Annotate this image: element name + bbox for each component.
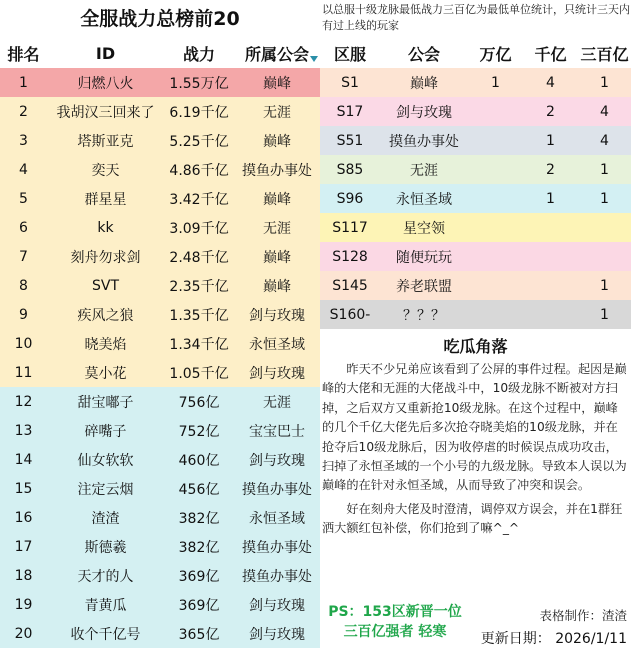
guild-cell: 宝宝巴士 <box>249 423 305 440</box>
stats-row <box>320 184 631 213</box>
power-cell: 460亿 <box>178 452 220 469</box>
ranking-row <box>0 619 320 648</box>
qian-cell: 2 <box>546 161 555 178</box>
power-cell: 369亿 <box>178 568 220 585</box>
guild-cell: 永恒圣域 <box>249 336 305 353</box>
sanbai-cell: 1 <box>600 306 609 323</box>
stats-row <box>320 97 631 126</box>
server-cell: S51 <box>336 132 364 149</box>
power-cell: 1.05千亿 <box>169 365 229 382</box>
id-cell: 晓美焰 <box>84 336 127 353</box>
guild-name-cell: 随便玩玩 <box>396 249 452 266</box>
rank-cell: 8 <box>19 277 28 294</box>
wan-cell: 1 <box>491 74 500 91</box>
qian-cell: 1 <box>546 190 555 207</box>
power-cell: 3.42千亿 <box>169 191 229 208</box>
guild-cell: 剑与玫瑰 <box>249 307 305 324</box>
guild-cell: 剑与玫瑰 <box>249 365 305 382</box>
guild-cell: 剑与玫瑰 <box>249 452 305 469</box>
header-server: 区服 <box>333 44 366 64</box>
guild-cell: 巅峰 <box>263 133 291 150</box>
server-cell: S85 <box>336 161 364 178</box>
guild-name-cell: 星空领 <box>403 220 445 237</box>
wan-cell <box>468 97 523 126</box>
power-cell: 2.48千亿 <box>169 249 229 266</box>
ranking-row <box>0 184 320 213</box>
power-cell: 1.55万亿 <box>169 75 229 92</box>
power-cell: 756亿 <box>178 394 220 411</box>
guild-cell: 剑与玫瑰 <box>249 597 305 614</box>
stats-rows <box>320 68 631 329</box>
ps-line-1: PS：153区新晋一位 <box>328 604 462 620</box>
sanbai-cell <box>578 242 631 271</box>
guild-cell: 无涯 <box>263 104 291 121</box>
gossip-text <box>322 360 628 539</box>
header-sanbai: 三百亿 <box>580 44 629 64</box>
guild-name-cell: 养老联盟 <box>396 278 452 295</box>
server-cell: S117 <box>332 219 368 236</box>
id-cell: 青黄瓜 <box>84 597 127 614</box>
ranking-row <box>0 329 320 358</box>
qian-cell: 4 <box>546 74 555 91</box>
id-cell: 奕天 <box>91 162 120 179</box>
id-cell: 归燃八火 <box>77 75 134 92</box>
ranking-rows <box>0 68 320 648</box>
guild-name-cell: 永恒圣域 <box>396 191 452 208</box>
filter-dropdown-icon[interactable] <box>310 56 318 62</box>
guild-cell: 永恒圣域 <box>249 510 305 527</box>
id-cell: 我胡汉三回来了 <box>56 104 155 121</box>
guild-name-cell: 摸鱼办事处 <box>389 133 459 150</box>
guild-name-cell: 剑与玫瑰 <box>396 104 452 121</box>
ranking-row <box>0 387 320 416</box>
server-cell: S96 <box>336 190 364 207</box>
rank-cell: 19 <box>14 596 33 613</box>
qian-cell <box>523 213 578 242</box>
ranking-row <box>0 561 320 590</box>
ranking-row <box>0 68 320 97</box>
ps-note <box>320 602 470 642</box>
guild-cell: 剑与玫瑰 <box>249 626 305 643</box>
guild-cell: 无涯 <box>263 394 291 411</box>
ranking-row <box>0 358 320 387</box>
power-cell: 1.35千亿 <box>169 307 229 324</box>
rank-cell: 14 <box>14 451 33 468</box>
stats-header <box>320 38 631 68</box>
wan-cell <box>468 126 523 155</box>
stats-row <box>320 300 631 329</box>
rank-cell: 9 <box>19 306 28 323</box>
ranking-row <box>0 445 320 474</box>
ranking-row <box>0 126 320 155</box>
guild-cell: 摸鱼办事处 <box>242 162 312 179</box>
rank-cell: 13 <box>14 422 33 439</box>
wan-cell <box>468 242 523 271</box>
id-cell: 天才的人 <box>77 568 134 585</box>
id-cell: 碎嘴子 <box>84 423 127 440</box>
qian-cell <box>523 271 578 300</box>
id-cell: 刻舟勿求剑 <box>70 249 141 266</box>
id-cell: 疾风之狼 <box>77 307 134 324</box>
rank-cell: 6 <box>19 219 28 236</box>
qian-cell <box>523 300 578 329</box>
power-cell: 5.25千亿 <box>169 133 229 150</box>
sanbai-cell: 1 <box>600 161 609 178</box>
rank-cell: 20 <box>14 625 33 642</box>
rank-cell: 18 <box>14 567 33 584</box>
guild-name-cell: ？？？ <box>403 307 445 324</box>
update-date: 更新日期： 2026/1/11 <box>480 631 627 647</box>
wan-cell <box>468 271 523 300</box>
header-guild[interactable] <box>234 38 320 68</box>
sanbai-cell: 4 <box>600 132 609 149</box>
sanbai-cell: 1 <box>600 74 609 91</box>
guild-name-cell: 巅峰 <box>410 75 438 92</box>
gossip-paragraph-2: 好在刻舟大佬及时澄清，调停双方误会，并在1群狂洒大额红包补偿，你们抢到了嘛^_^ <box>322 501 623 536</box>
sanbai-cell: 4 <box>600 103 609 120</box>
server-cell: S128 <box>332 248 368 265</box>
rank-cell: 12 <box>14 393 33 410</box>
ranking-row <box>0 97 320 126</box>
power-cell: 1.34千亿 <box>169 336 229 353</box>
guild-cell: 无涯 <box>263 220 291 237</box>
ranking-header <box>0 38 320 68</box>
stats-row <box>320 271 631 300</box>
id-cell: 斯德羲 <box>84 539 127 556</box>
header-rank: 排名 <box>7 44 40 64</box>
rank-cell: 1 <box>19 74 28 91</box>
rank-cell: 17 <box>14 538 33 555</box>
server-cell: S145 <box>332 277 368 294</box>
ranking-row <box>0 416 320 445</box>
wan-cell <box>468 155 523 184</box>
id-cell: 莫小花 <box>84 365 127 382</box>
server-cell: S1 <box>341 74 359 91</box>
ranking-row <box>0 503 320 532</box>
id-cell: kk <box>97 219 114 236</box>
id-cell: 群星星 <box>84 191 127 208</box>
ranking-row <box>0 155 320 184</box>
id-cell: 仙女软软 <box>77 452 134 469</box>
ranking-row <box>0 213 320 242</box>
stats-note: 以总服十级龙脉最低战力三百亿为最低单位统计，只统计三天内有过上线的玩家 <box>322 3 630 32</box>
qian-cell: 2 <box>546 103 555 120</box>
power-cell: 3.09千亿 <box>169 220 229 237</box>
power-cell: 382亿 <box>178 510 220 527</box>
power-cell: 752亿 <box>178 423 220 440</box>
power-cell: 4.86千亿 <box>169 162 229 179</box>
rank-cell: 16 <box>14 509 33 526</box>
id-cell: 注定云烟 <box>77 481 134 498</box>
gossip-title: 吃瓜角落 <box>443 337 508 356</box>
ranking-row <box>0 532 320 561</box>
rank-cell: 3 <box>19 132 28 149</box>
guild-cell: 巅峰 <box>263 191 291 208</box>
guild-cell: 摸鱼办事处 <box>242 539 312 556</box>
server-cell: S17 <box>336 103 364 120</box>
power-cell: 456亿 <box>178 481 220 498</box>
ranking-title: 全服战力总榜前20 <box>80 8 240 30</box>
wan-cell <box>468 213 523 242</box>
header-guild-name: 公会 <box>407 44 440 64</box>
gossip-paragraph-1: 昨天不少兄弟应该看到了公屏的事件过程。起因是巅峰的大佬和无涯的大佬战斗中，10级龙脉不断被对方扫掉，之后双方又重新抢10级龙脉。在这个过程中，巅峰的几个千亿大佬先后多次抢夺晓美焰的10级龙脉，并在抢夺后10级龙脉后，因为收停虐的时候误点成功攻击，扫掉了永恒圣域的一个小号的九级龙脉。导致本人误以为巅峰的在针对永恒圣域，从而导致了冲突和误会。 <box>322 362 627 493</box>
rank-cell: 7 <box>19 248 28 265</box>
rank-cell: 2 <box>19 103 28 120</box>
rank-cell: 11 <box>14 364 33 381</box>
rank-cell: 10 <box>14 335 33 352</box>
ranking-row <box>0 474 320 503</box>
id-cell: 甜宝嘟子 <box>77 394 134 411</box>
stats-row <box>320 242 631 271</box>
guild-cell: 巅峰 <box>263 249 291 266</box>
power-cell: 365亿 <box>178 626 220 643</box>
sanbai-cell <box>578 213 631 242</box>
header-qian: 千亿 <box>534 44 567 64</box>
server-cell: S160- <box>329 306 371 323</box>
ranking-row <box>0 300 320 329</box>
stats-row <box>320 126 631 155</box>
wan-cell <box>468 300 523 329</box>
power-cell: 6.19千亿 <box>169 104 229 121</box>
guild-cell: 巅峰 <box>263 75 291 92</box>
ranking-row <box>0 271 320 300</box>
stats-row <box>320 155 631 184</box>
qian-cell: 1 <box>546 132 555 149</box>
rank-cell: 4 <box>19 161 28 178</box>
header-guild-label: 所属公会 <box>244 44 309 64</box>
rank-cell: 15 <box>14 480 33 497</box>
guild-cell: 摸鱼办事处 <box>242 568 312 585</box>
rank-cell: 5 <box>19 190 28 207</box>
power-cell: 2.35千亿 <box>169 278 229 295</box>
stats-row <box>320 68 631 97</box>
power-cell: 369亿 <box>178 597 220 614</box>
ps-line-2: 三百亿强者 轻寒 <box>343 624 447 640</box>
stats-row <box>320 213 631 242</box>
ranking-row <box>0 242 320 271</box>
guild-cell: 摸鱼办事处 <box>242 481 312 498</box>
qian-cell <box>523 242 578 271</box>
header-power: 战力 <box>182 44 215 64</box>
guild-name-cell: 无涯 <box>410 162 438 179</box>
wan-cell <box>468 184 523 213</box>
id-cell: 塔斯亚克 <box>77 133 134 150</box>
power-cell: 382亿 <box>178 539 220 556</box>
sanbai-cell: 1 <box>600 277 609 294</box>
id-cell: 渣渣 <box>91 510 120 527</box>
id-cell: SVT <box>91 277 119 294</box>
guild-stats-panel <box>320 0 631 650</box>
table-maker: 表格制作：渣渣 <box>539 608 627 623</box>
ranking-row <box>0 590 320 619</box>
guild-cell: 巅峰 <box>263 278 291 295</box>
header-wan: 万亿 <box>479 44 512 64</box>
header-id: ID <box>95 43 116 63</box>
id-cell: 收个千亿号 <box>70 626 141 643</box>
sanbai-cell: 1 <box>600 190 609 207</box>
